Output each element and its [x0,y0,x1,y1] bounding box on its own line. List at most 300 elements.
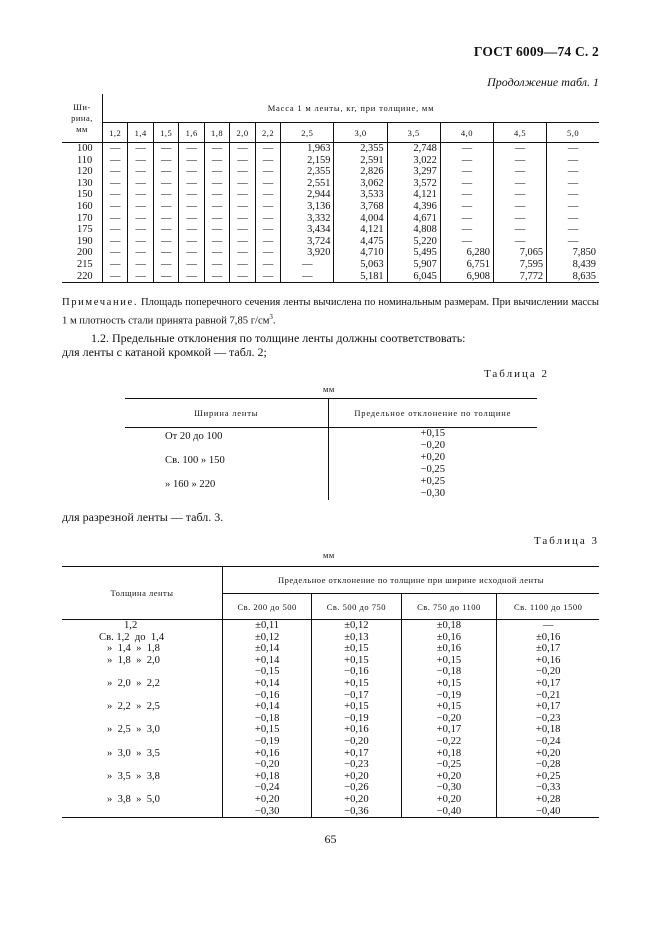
deviation-cell: ±0,17 [497,643,599,655]
width-cell: 110 [77,154,93,166]
deviation-cell: — [497,620,599,632]
mass-cell: — [103,259,128,271]
mass-cell: 1,963 [281,143,334,155]
thickness-cell: » 1,8 » 2,0 [107,654,160,666]
mass-cell: — [103,155,128,167]
deviation-cell: −0,24 [223,782,312,794]
deviation-cell: +0,18 [497,724,599,736]
mass-cell: — [230,236,255,248]
mass-cell: — [493,189,546,201]
mass-cell: — [179,201,204,213]
mass-cell: — [153,189,178,201]
deviation-minus: −0,30 [420,487,446,499]
width-cell: 120 [77,166,93,178]
thickness-cell: » 3,0 » 3,5 [107,747,160,759]
mass-cell: — [103,224,128,236]
mass-cell: — [204,201,229,213]
mass-cell: — [103,189,128,201]
table2-caption: Таблица 2 [483,368,549,380]
thickness-header-cell: 5,0 [547,123,599,143]
table-row [62,713,599,725]
width-cell: 175 [77,224,93,236]
mass-cell: — [230,247,255,259]
mass-cell: 3,533 [334,189,387,201]
deviation-cell: +0,20 [223,794,312,806]
table-row [62,178,599,190]
mass-cell: — [128,259,153,271]
mass-cell: — [493,224,546,236]
deviation-cell: +0,20 [312,794,401,806]
deviation-cell: +0,17 [497,678,599,690]
deviation-cell: −0,20 [401,713,497,725]
deviation-cell: +0,25 [497,771,599,783]
mass-cell: 4,121 [387,189,440,201]
mass-cell: 4,710 [334,247,387,259]
mass-cell: — [230,178,255,190]
mass-cell: 4,475 [334,236,387,248]
deviation-cell: −0,15 [223,666,312,678]
width-header-line: Ши- [73,101,91,112]
deviation-cell: −0,18 [223,713,312,725]
deviation-cell: −0,40 [401,806,497,818]
mass-cell: — [153,213,178,225]
deviation-cell: −0,20 [312,736,401,748]
mass-cell: 5,907 [387,259,440,271]
mass-cell: — [103,201,128,213]
table-row [62,678,599,690]
width-cell: 160 [77,200,93,212]
deviation-cell: +0,14 [223,655,312,667]
mass-cell: — [230,213,255,225]
deviation-header: Предельное отклонение по толщине [328,399,537,428]
table2-unit: мм [323,384,335,394]
mass-cell: — [493,236,546,248]
mass-cell: — [179,259,204,271]
mass-cell: 5,220 [387,236,440,248]
mass-cell: — [204,166,229,178]
mass-cell: — [204,224,229,236]
mass-cell: — [204,247,229,259]
deviation-cell: −0,20 [497,666,599,678]
deviation-cell: +0,15 [312,701,401,713]
table-row [62,189,599,201]
thickness-header-cell: 2,0 [230,123,255,143]
deviation-cell: −0,40 [497,806,599,818]
width-cell: 100 [77,143,93,154]
mass-cell: 3,572 [387,178,440,190]
mass-cell: — [255,178,280,190]
deviation-cell: +0,15 [223,724,312,736]
table-row [62,655,599,667]
deviation-cell [328,476,537,500]
deviation-cell: ±0,13 [312,632,401,644]
mass-cell: — [230,143,255,155]
thickness-cell [62,690,223,702]
table3-caption: Таблица 3 [533,535,599,547]
deviation-cell: −0,19 [401,690,497,702]
thickness-header-cell: 1,8 [204,123,229,143]
mass-cell: — [128,189,153,201]
thickness-header: Толщина ленты [62,567,223,620]
note-label: Примечание. [62,297,139,308]
deviation-cell: +0,20 [401,794,497,806]
thickness-header-cell: 1,2 [103,123,128,143]
mass-cell: — [230,201,255,213]
mass-cell: — [128,178,153,190]
mass-cell: — [128,166,153,178]
deviation-plus: +0,25 [420,476,446,487]
mass-cell: 6,908 [440,271,493,283]
mass-cell: — [281,259,334,271]
mass-cell: — [547,201,599,213]
mass-cell: — [547,189,599,201]
thickness-cell: » 2,5 » 3,0 [107,724,160,736]
mass-cell: 2,551 [281,178,334,190]
note-text: Площадь поперечного сечения ленты вычислена по номинальным размерам. При вычислении массы 1 м плотность стали принята равной 7,85 г/см [62,297,599,327]
table-row [62,666,599,678]
deviation-cell: +0,18 [223,771,312,783]
deviation-cell: ±0,16 [401,632,497,644]
mass-cell: — [204,213,229,225]
deviation-cell: −0,30 [401,782,497,794]
width-cell: 220 [62,271,103,283]
mass-cell: — [493,213,546,225]
deviation-cell: +0,16 [497,655,599,667]
thickness-cell: » 3,5 » 3,8 [107,770,160,782]
table-row [62,771,599,783]
mass-cell: 6,280 [440,247,493,259]
deviation-plus: +0,20 [420,452,446,463]
deviation-cell [328,428,537,453]
deviation-cell: −0,16 [312,666,401,678]
table-note [62,296,599,329]
deviation-cell: −0,24 [497,736,599,748]
mass-cell: — [179,236,204,248]
thickness-header-cell: 1,6 [179,123,204,143]
table-row [62,632,599,644]
deviation-cell: −0,16 [223,690,312,702]
table-row [62,794,599,806]
mass-cell: 2,355 [334,143,387,155]
table-row [62,201,599,213]
mass-cell: — [440,213,493,225]
deviation-cell: +0,20 [312,771,401,783]
note-end: . [272,315,276,327]
mass-cell: 2,826 [334,166,387,178]
mass-cell: 8,635 [547,271,599,283]
mass-cell: 4,396 [387,201,440,213]
mass-cell: — [103,143,128,155]
mass-cell: — [493,166,546,178]
mass-cell: — [179,213,204,225]
table-row [62,701,599,713]
table3-unit: мм [323,550,335,560]
mass-cell: 3,297 [387,166,440,178]
mass-cell: — [230,155,255,167]
thickness-header-cell: 2,2 [255,123,280,143]
mass-cell: — [128,247,153,259]
mass-cell: — [103,236,128,248]
width-cell: 170 [77,212,93,224]
mass-cell: — [255,236,280,248]
mass-cell: — [440,178,493,190]
mass-cell: — [440,236,493,248]
table-row [125,476,537,500]
table-row [62,166,599,178]
deviation-cell: +0,18 [401,748,497,760]
mass-cell: 2,591 [334,155,387,167]
mass-cell: 5,495 [387,247,440,259]
deviation-cell: ±0,16 [401,643,497,655]
thickness-cell: » 2,2 » 2,5 [107,701,160,713]
table-row [62,271,599,283]
width-range-header: Св. 1100 до 1500 [497,594,599,620]
mass-group-header: Масса 1 м ленты, кг, при толщине, мм [103,94,600,123]
mass-cell: — [153,166,178,178]
deviation-cell: +0,20 [401,771,497,783]
thickness-header-cell: 1,4 [128,123,153,143]
thickness-cell [62,713,223,725]
mass-cell: — [440,189,493,201]
table-row [62,782,599,794]
document-code: ГОСТ 6009—74 С. 2 [473,44,599,59]
mass-cell: 4,671 [387,213,440,225]
note-superscript: 3 [269,313,273,321]
mass-cell: 3,920 [281,247,334,259]
mass-cell: — [204,155,229,167]
mass-cell: — [179,155,204,167]
mass-cell: — [440,224,493,236]
mass-cell: — [230,189,255,201]
deviation-cell: ±0,16 [497,632,599,644]
width-header: Ширина ленты [125,399,328,428]
table-row [62,806,599,818]
thickness-cell [62,806,223,818]
deviation-group-header: Предельное отклонение по толщине при ширине исходной ленты [223,567,600,594]
mass-cell: — [179,271,204,283]
mass-cell: 7,065 [493,247,546,259]
mass-cell: — [103,247,128,259]
table-row [62,236,599,248]
deviation-cell: +0,28 [497,794,599,806]
mass-cell: — [547,166,599,178]
deviation-cell: −0,33 [497,782,599,794]
thickness-cell: » 3,8 » 5,0 [107,793,160,805]
table-row [62,143,599,155]
mass-cell: — [255,213,280,225]
deviation-cell: −0,19 [223,736,312,748]
width-cell: 130 [77,177,93,189]
width-range-header: Св. 750 до 1100 [401,594,497,620]
mass-cell: — [179,166,204,178]
width-range-header: Св. 500 до 750 [312,594,401,620]
mass-cell: — [204,178,229,190]
mass-cell: 7,595 [493,259,546,271]
mass-cell: 3,062 [334,178,387,190]
deviation-minus: −0,25 [420,463,446,475]
deviation-cell: −0,28 [497,759,599,771]
mass-cell: — [204,259,229,271]
deviation-cell: +0,17 [497,701,599,713]
deviation-cell: +0,15 [401,655,497,667]
deviation-cell: −0,20 [223,759,312,771]
deviation-cell: ±0,12 [223,632,312,644]
mass-cell: 2,748 [387,143,440,155]
mass-cell: — [153,201,178,213]
width-column-header [62,94,103,143]
table-row [62,724,599,736]
mass-cell: — [103,271,128,283]
deviation-plus: +0,15 [420,428,446,439]
thickness-deviation-table-3 [62,566,599,818]
mass-cell: 6,045 [387,271,440,283]
thickness-cell [62,736,223,748]
deviation-cell: −0,22 [401,736,497,748]
mass-cell: — [128,224,153,236]
deviation-cell: +0,17 [312,748,401,760]
mass-cell: — [153,178,178,190]
deviation-cell: +0,14 [223,701,312,713]
thickness-header-cell: 2,5 [281,123,334,143]
mass-cell: 8,439 [547,259,599,271]
mass-cell: — [179,178,204,190]
width-range-cell: » 160 » 220 [165,479,216,490]
mass-cell: — [255,224,280,236]
table-row [62,213,599,225]
mass-cell: — [128,236,153,248]
mass-cell: — [230,259,255,271]
width-cell: 215 [77,258,93,270]
mass-cell: — [255,143,280,155]
thickness-cell: » 2,0 » 2,2 [107,677,160,689]
deviation-cell: −0,19 [312,713,401,725]
mass-cell: — [493,178,546,190]
mass-cell: — [440,201,493,213]
mass-cell: — [204,189,229,201]
thickness-cell [62,666,223,678]
mass-cell: — [128,143,153,155]
mass-cell: 2,355 [281,166,334,178]
width-range-cell: Св. 100 » 150 [165,455,225,466]
thickness-deviation-table-2 [125,398,537,500]
mass-cell: 3,434 [281,224,334,236]
table-row [125,428,537,453]
width-range-header: Св. 200 до 500 [223,594,312,620]
width-range-cell: От 20 до 100 [165,431,223,442]
table-row [62,224,599,236]
table-row [62,690,599,702]
thickness-header-cell: 4,5 [493,123,546,143]
mass-cell: — [103,178,128,190]
deviation-cell: ±0,12 [312,620,401,632]
mass-cell: — [128,271,153,283]
deviation-cell: −0,17 [312,690,401,702]
width-cell: 150 [77,189,93,201]
thickness-header-cell: 4,0 [440,123,493,143]
thickness-header-cell: 3,5 [387,123,440,143]
mass-cell: 4,808 [387,224,440,236]
mass-cell: — [255,155,280,167]
mass-cell: — [128,155,153,167]
mass-cell: — [179,247,204,259]
deviation-cell: −0,21 [497,690,599,702]
table-row [62,759,599,771]
mass-cell: — [153,143,178,155]
mass-cell: — [547,224,599,236]
mass-cell: — [547,155,599,167]
mass-cell: 3,768 [334,201,387,213]
mass-cell: — [204,236,229,248]
thickness-header-cell: 1,5 [153,123,178,143]
width-header-line: мм [76,123,88,134]
mass-cell: — [440,166,493,178]
table-row [62,155,599,167]
mass-cell: — [547,213,599,225]
mass-cell: — [128,201,153,213]
mass-cell: — [153,224,178,236]
deviation-cell: −0,30 [223,806,312,818]
mass-cell: — [255,201,280,213]
mass-cell: — [547,143,599,155]
mass-cell: — [255,189,280,201]
thickness-header-cell: 3,0 [334,123,387,143]
mass-cell: — [128,213,153,225]
deviation-cell: −0,36 [312,806,401,818]
deviation-cell: ±0,11 [223,620,312,632]
mass-cell: — [493,201,546,213]
table-row [62,736,599,748]
mass-cell: — [493,143,546,155]
mass-cell: — [230,224,255,236]
mass-table [62,94,599,283]
deviation-cell: ±0,18 [401,620,497,632]
mass-cell: — [255,247,280,259]
width-header-line: рина, [71,112,93,123]
mass-cell: — [440,143,493,155]
table-row [62,620,599,632]
mass-cell: — [204,143,229,155]
mass-cell: 4,004 [334,213,387,225]
thickness-cell: 1,2 [124,620,138,631]
mass-cell: — [153,271,178,283]
mass-cell: 3,332 [281,213,334,225]
deviation-cell: −0,26 [312,782,401,794]
mass-cell: — [281,271,334,283]
deviation-cell: +0,16 [223,748,312,760]
deviation-cell: −0,23 [497,713,599,725]
mass-cell: — [153,155,178,167]
deviation-cell: +0,15 [401,701,497,713]
width-cell: 190 [77,235,93,247]
mass-cell: — [153,236,178,248]
mass-cell: — [179,189,204,201]
deviation-cell: −0,18 [401,666,497,678]
deviation-cell: −0,25 [401,759,497,771]
deviation-minus: −0,20 [420,439,446,451]
mass-cell: 2,159 [281,155,334,167]
mass-cell: 6,751 [440,259,493,271]
paragraph-rolled-edge: для ленты с катаной кромкой — табл. 2; [62,345,267,359]
thickness-cell: » 1,4 » 1,8 [107,643,160,655]
mass-cell: — [493,155,546,167]
mass-cell: — [547,178,599,190]
table-row [62,748,599,760]
deviation-cell: +0,17 [401,724,497,736]
mass-cell: — [103,166,128,178]
deviation-cell: ±0,14 [223,643,312,655]
thickness-cell [62,782,223,794]
mass-cell: — [255,259,280,271]
